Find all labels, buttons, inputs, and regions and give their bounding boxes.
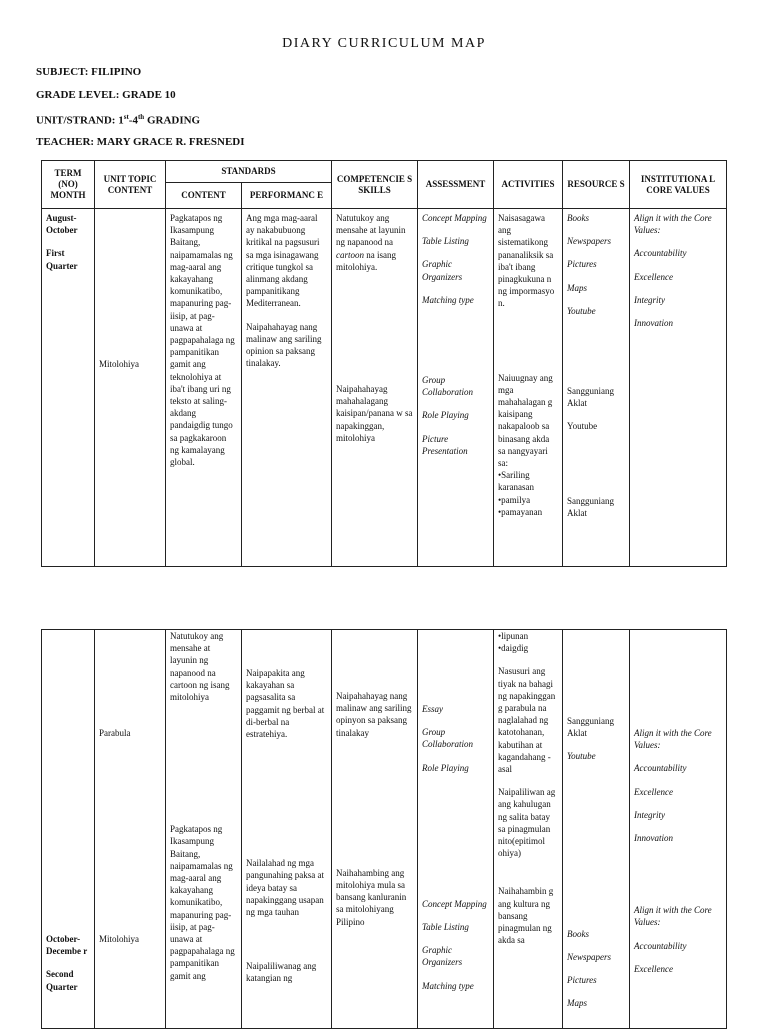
curriculum-table-first-quarter [41,160,727,567]
assessment-item: Concept Mapping [422,898,487,909]
activity-2: Naiuugnay ang mga mahahalagan g kaisipang nakapaloob sa binasang akda sa nangyayari sa: [498,372,553,469]
core-values-intro: Align it with the Core Values: [634,905,712,928]
resource-item: Sangguniang Aklat [567,495,614,518]
competency: Naipahahayag nang malinaw ang sariling opinyon sa paksang tinalakay [336,691,412,738]
assessment-item: Picture Presentation [422,433,468,456]
unit-strand-line: UNIT/STRAND: 1st-4th GRADING [36,113,201,127]
assessment-item: Table Listing [422,922,469,933]
assessment-item: Table Listing [422,236,469,247]
resource-item: Pictures [567,259,597,270]
resource-item: Books [567,213,589,223]
core-value: Excellence [634,963,673,974]
assessment-item: Graphic Organizers [422,945,463,968]
activities-cell [494,630,563,1029]
activities-cell [494,209,563,567]
activity-bullet: • lipunan [498,630,558,642]
core-value: Excellence [634,271,673,282]
resource-item: Maps [567,998,587,1009]
competency-2: Naipahahayag mahahalagang kaisipan/panana w sa napakinggan, mitolohiya [336,384,413,443]
assessment-item: Essay [422,704,443,714]
performance-standard-cell [242,630,332,1029]
core-value: Excellence [634,786,673,797]
assessment-item: Matching type [422,294,474,305]
resources-cell [563,209,630,567]
core-value: Integrity [634,294,665,305]
competency: Naihahambing ang mitolohiya mula sa bansang kanluranin sa mitolohiyang Pilipino [336,867,407,927]
competencies-cell [332,209,418,567]
assessment-item: Matching type [422,980,474,991]
performance-standard: Nailalahad ng mga pangunahing paksa at ideya batay sa napakinggang usapan ng mga tauhan [246,858,324,918]
competency-continued: Natutukoy ang mensahe at layunin ng napanood na cartoon ng isang mitolohiya [170,631,230,703]
performance-standard-1: Ang mga mag-aaral ay nakabubuong kritikal na pagsusuri sa mga isinagawang critique tungkol sa alinmang akdang pampanitikang Mediterranean. [246,213,320,309]
activity: Naihahambin g ang kultura ng bansang pinagmulan ng akda sa [498,886,554,946]
unit-topic: Mitolohiya [99,359,139,369]
core-value: Integrity [634,809,665,820]
content-standard-text: Pagkatapos ng Ikasampung Baitang, naipamamalas ng mag-aaral ang kakayahang komunikatibo, mapanuring pag-iisip, at pag-unawa at pagpapahalaga ng pampanitikan gamit ang teknolohiya at iba't ibang uri ng teksto at saling-akdang pandaigdig tungo sa pagkakaroon ng kamalayang global. [170,213,235,468]
performance-standard-cell [242,209,332,567]
assessment-item: Role Playing [422,762,469,773]
curriculum-table-second-quarter [41,629,727,1029]
activity: Naipaliliwan ag ang kahulugan ng salita batay sa pinagmulan nito(epitimol ohiya) [498,787,556,859]
header-term: TERM (NO) MONTH [42,161,95,209]
activity-bullet: • daigdig [498,642,558,654]
activity-bullet: • Sariling karanasan [498,469,558,493]
document-title: DIARY CURRICULUM MAP [282,36,486,51]
activity-bullet: • pamayanan [498,506,558,518]
header-performance: PERFORMANC E [242,183,332,209]
term-quarter: Second Quarter [46,969,78,992]
resource-item: Youtube [567,751,596,762]
performance-standard: Naipapakita ang kakayahan sa pagsasalita sa paggamit ng berbal at di-berbal na estratehiya. [246,668,325,740]
resource-item: Youtube [567,421,598,432]
activity-bullet: • pamilya [498,494,558,506]
header-standards: STANDARDS [166,161,332,183]
header-competencies: COMPETENCIE S SKILLS [332,161,418,209]
core-value: Accountability [634,248,687,259]
content-standard-cell [166,209,242,567]
resource-item: Youtube [567,305,596,316]
activity: Nasusuri ang tiyak na bahagi ng napakinggan g parabula na naglalahad ng katotohanan, kabutihan at kagandahang -asal [498,666,556,775]
core-value: Accountability [634,940,687,951]
unit-topic: Mitolohiya [99,934,139,945]
core-value: Innovation [634,318,673,329]
header-activities: ACTIVITIES [494,161,563,209]
activity-1: Naisasagawa ang sistematikong pananaliksik sa iba't ibang pinagkukuna n ng impormasyo n. [498,213,555,309]
performance-standard: Naipaliliwanag ang katangian ng [246,961,317,984]
activity-bullets [498,469,558,518]
grade-level-line: GRADE LEVEL: GRADE 10 [36,89,176,101]
unit-topic: Parabula [99,728,131,738]
unit-cell [95,630,166,1029]
performance-standard-2: Naipahahayag nang malinaw ang sariling opinion sa paksang tinalakay. [246,321,322,369]
resource-item: Newspapers [567,236,612,247]
content-standard-cell [166,630,242,1029]
header-assessment: ASSESSMENT [418,161,494,209]
term-cell [42,630,95,1029]
term-quarter: First Quarter [46,248,78,271]
assessment-cell [418,630,494,1029]
term-month: August-October [46,213,78,236]
resource-item: Maps [567,282,587,293]
assessment-item: Group Collaboration [422,727,474,750]
header-core-values: INSTITUTIONA L CORE VALUES [630,161,727,209]
assessment-item: Role Playing [422,410,469,421]
resource-item: Newspapers [567,951,612,962]
core-value: Accountability [634,763,687,774]
resource-item: Sangguniang Aklat [567,716,614,739]
teacher-line: TEACHER: MARY GRACE R. FRESNEDI [36,136,245,148]
term-month: October-Decembe r [46,934,88,957]
subject-line: SUBJECT: FILIPINO [36,66,142,78]
core-values-intro: Align it with the Core Values: [634,728,712,751]
content-standard-text: Pagkatapos ng Ikasampung Baitang, naipamamalas ng mag-aaral ang kakayahang komunikatibo, mapanuring pag-iisip, at pag-unawa at pagpapahalaga ng pampanitikan gamit ang [170,824,235,981]
assessment-item: Concept Mapping [422,213,487,223]
core-values-intro: Align it with the Core Values: [634,213,712,236]
resource-item: Books [567,928,589,939]
unit-cell [95,209,166,567]
activity-bullets [498,630,558,654]
resources-cell [563,630,630,1029]
competency-1: Natutukoy ang mensahe at layunin ng napanood na cartoon na isang mitolohiya. [336,213,406,272]
header-content: CONTENT [166,183,242,209]
resource-item: Pictures [567,975,597,986]
header-resources: RESOURCE S [563,161,630,209]
header-unit: UNIT TOPIC CONTENT [95,161,166,209]
resource-item: Sangguniang Aklat [567,386,614,409]
assessment-item: Group Collaboration [422,375,474,398]
core-value: Innovation [634,833,673,844]
assessment-item: Graphic Organizers [422,259,463,282]
competencies-cell [332,630,418,1029]
core-values-cell [630,630,727,1029]
term-cell [42,209,95,567]
core-values-cell [630,209,727,567]
assessment-cell [418,209,494,567]
